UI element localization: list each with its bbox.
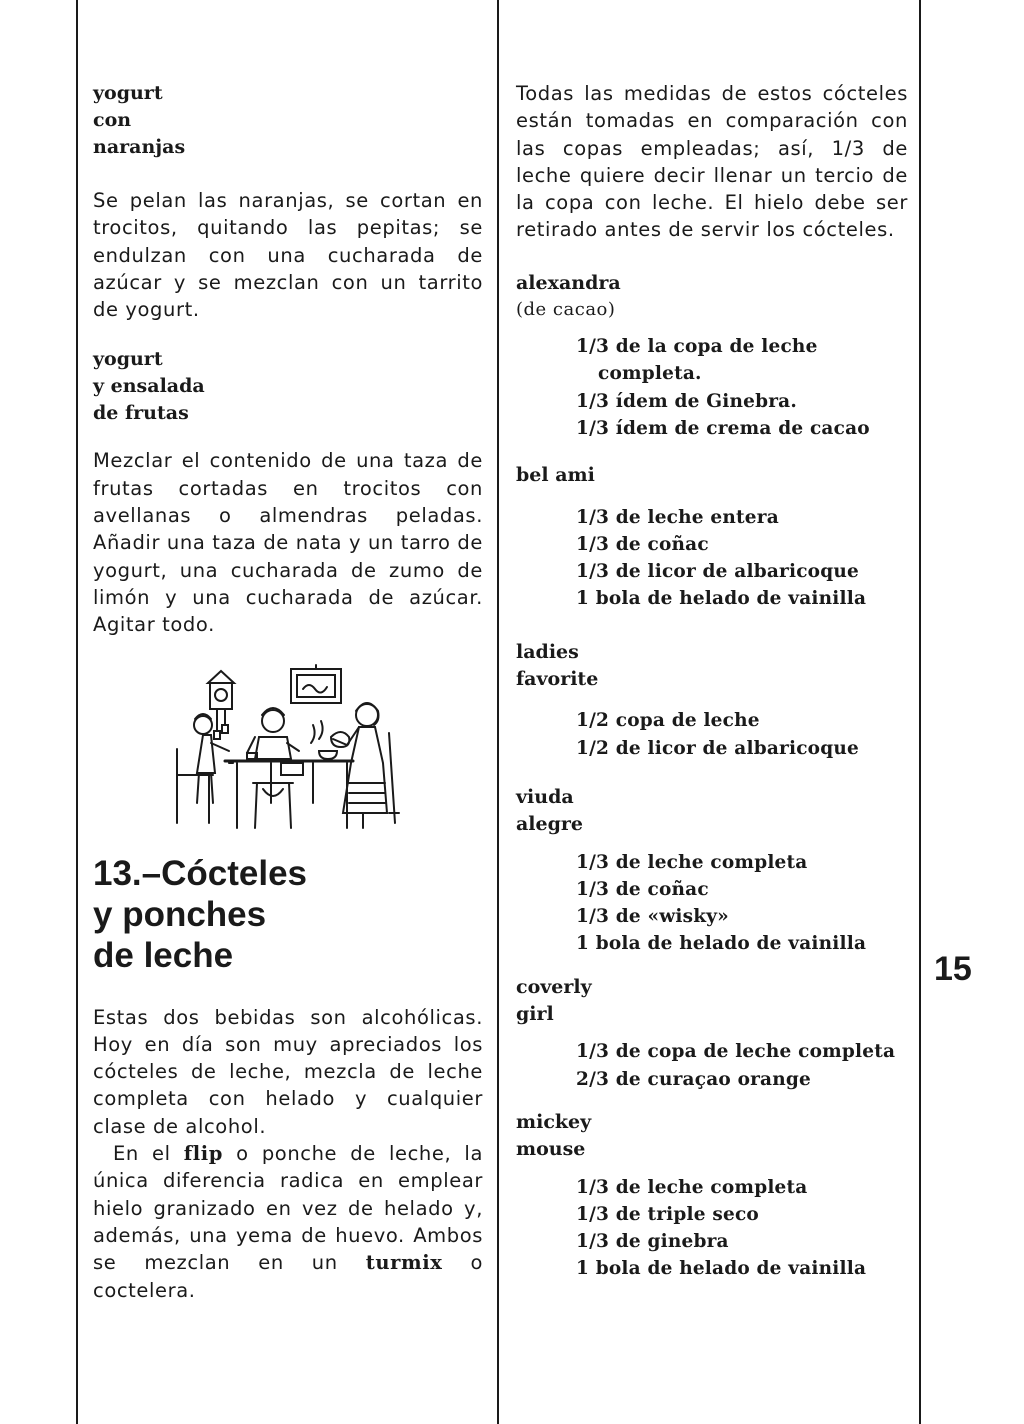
ingredient: 1/3 de ginebra [576, 1231, 729, 1253]
ingredient: 1/3 de leche entera [576, 506, 779, 528]
para2-text-1: En el [113, 1142, 184, 1166]
column-rule-middle [497, 0, 499, 1424]
ingredient: 1/2 de licor de albaricoque [576, 737, 859, 759]
drink-name: coverly girl [516, 975, 592, 1026]
drink-viuda-alegre [516, 784, 908, 958]
para2-text-2: o ponche de leche, la única diferencia radica en emplear hielo granizado en vez de helado y, además, una yema de huevo. Ambos se mezclan en un [93, 1142, 483, 1275]
drink-subtitle: (de cacao) [516, 299, 616, 321]
drink-coverly-girl [516, 974, 908, 1093]
flip-term: flip [183, 1142, 224, 1166]
drink-bel-ami [516, 462, 908, 612]
recipe-title-yogurt-naranjas: yogurt con naranjas [93, 82, 186, 158]
ingredient: 1 bola de helado de vainilla [576, 933, 867, 955]
ingredient: 1/2 copa de leche [576, 710, 760, 732]
drink-name: mickey mouse [516, 1110, 592, 1161]
turmix-term: turmix [365, 1251, 443, 1275]
drink-alexandra [516, 270, 908, 442]
family-table-illustration [163, 663, 413, 833]
column-rule-left [76, 0, 78, 1424]
ingredient-list [516, 849, 908, 958]
ingredient-list [516, 1038, 908, 1093]
ingredient: 1/3 de triple seco [576, 1203, 759, 1225]
ingredient: 1/3 de coñac [576, 533, 709, 555]
page-number: 15 [934, 950, 972, 988]
drink-mickey-mouse [516, 1109, 908, 1283]
ingredient: 1 bola de helado de vainilla [576, 1258, 867, 1280]
drink-name: alexandra [516, 271, 621, 294]
ingredient: 1/3 de copa de leche completa [576, 1041, 896, 1063]
ingredient: 1/3 de la copa de leche completa. [576, 336, 818, 385]
recipe-title-yogurt-ensalada: yogurt y ensalada de frutas [93, 348, 205, 425]
ingredient: 1/3 de coñac [576, 878, 709, 900]
drink-name: ladies favorite [516, 640, 599, 691]
ingredient: 2/3 de curaçao orange [576, 1068, 811, 1090]
ingredient-list [516, 1174, 908, 1283]
recipe-text-yogurt-ensalada: Mezclar el contenido de una taza de frutas cortadas en trocitos con avellanas o almendras peladas. Añadir una taza de nata y un tarro de yogurt, una cucharada de zumo de limón y una cucharada de azúcar. Agitar todo. [93, 449, 483, 637]
ingredient-list [516, 504, 908, 613]
left-column [93, 78, 483, 1304]
drink-name: viuda alegre [516, 785, 584, 836]
ingredient: 1/3 de leche completa [576, 1176, 808, 1198]
column-rule-right [919, 0, 921, 1424]
section-para-2 [93, 1140, 483, 1304]
section-para-1: Estas dos bebidas son alcohólicas. Hoy en día son muy apreciados los cócteles de leche, mezcla de leche completa con helado y cualquier clase de alcohol. [93, 1005, 483, 1138]
drink-ladies-favorite [516, 639, 908, 762]
ingredient-list [516, 333, 908, 442]
para2-text-3: o coctelera. [93, 1251, 483, 1302]
ingredient: 1/3 ídem de Ginebra. [576, 390, 797, 412]
ingredient: 1/3 de «wisky» [576, 906, 729, 928]
ingredient: 1/3 de licor de albaricoque [576, 561, 859, 583]
ingredient: 1 bola de helado de vainilla [576, 588, 867, 610]
intro-paragraph: Todas las medidas de estos cócteles están tomadas en comparación con las copas empleadas; así, 1/3 de leche quiere decir llenar un tercio de la copa con leche. El hielo debe ser retirado antes de servir los cócteles. [516, 82, 908, 242]
drink-name: bel ami [516, 464, 595, 487]
recipe-text-yogurt-naranjas: Se pelan las naranjas, se cortan en trocitos, quitando las pepitas; se endulzan con una cucharada de azúcar y se mezclan con un tarrito de yogurt. [93, 189, 483, 322]
ingredient: 1/3 de leche completa [576, 851, 808, 873]
ingredient-list [516, 707, 908, 762]
right-column [516, 78, 908, 1283]
ingredient: 1/3 ídem de crema de cacao [576, 417, 870, 439]
section-title: 13.–Cócteles y ponches de leche [93, 853, 308, 975]
